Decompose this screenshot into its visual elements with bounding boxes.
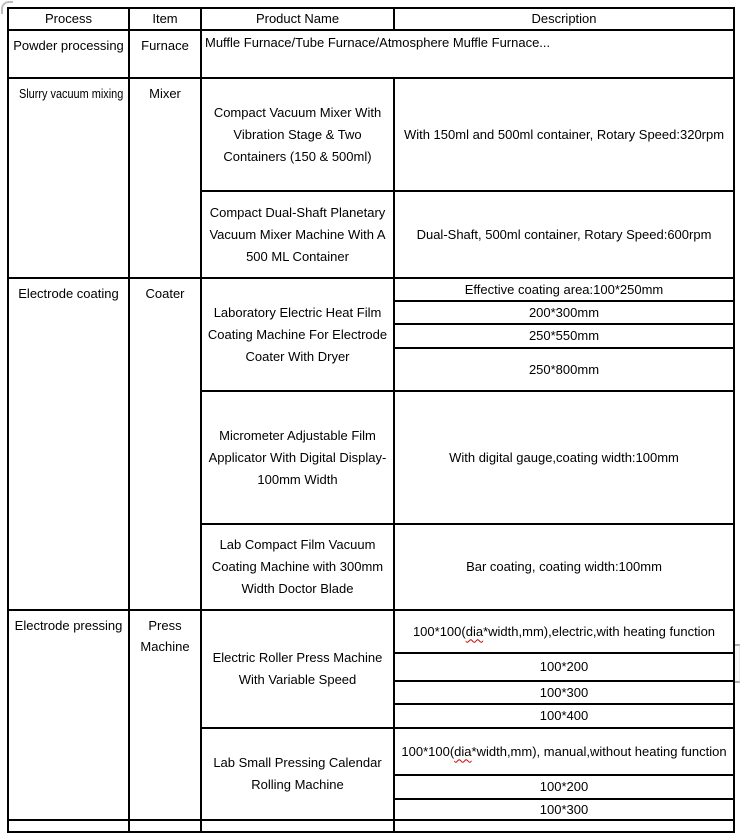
header-product-name: Product Name [201, 8, 394, 30]
table-cell-empty [129, 820, 201, 832]
desc-text-pre: 100*100( [412, 623, 466, 639]
header-process: Process [8, 8, 129, 30]
cell-product-film-applicator: Micrometer Adjustable Film Applicator With Digital Display-100mm Width [201, 391, 394, 524]
cell-desc-calendar-rolling-3: 100*300 [394, 799, 734, 820]
cell-process-pressing: Electrode pressing [8, 610, 129, 820]
cell-desc-vacuum-coating-machine: Bar coating, coating width:100mm [394, 524, 734, 610]
cell-item-coater: Coater [129, 278, 201, 610]
cell-desc-roller-press-1 [394, 610, 734, 653]
desc-text-misspelled: dia [454, 743, 472, 759]
cell-product-electric-roller-press: Electric Roller Press Machine With Variable Speed [201, 610, 394, 728]
cell-desc-compact-vacuum-mixer: With 150ml and 500ml container, Rotary Speed:320rpm [394, 78, 734, 191]
cell-product-dual-shaft-mixer: Compact Dual-Shaft Planetary Vacuum Mixer Machine With A 500 ML Container [201, 191, 394, 278]
table-row-mixer-1 [8, 78, 734, 191]
cell-desc-roller-press-3: 100*300 [394, 681, 734, 704]
desc-text-misspelled: dia [465, 623, 484, 639]
table-row-partial [8, 820, 734, 832]
cell-desc-roller-press-2: 100*200 [394, 653, 734, 681]
header-item: Item [129, 8, 201, 30]
header-description: Description [394, 8, 734, 30]
cell-desc-roller-press-4: 100*400 [394, 704, 734, 728]
table-cell-empty [8, 820, 129, 832]
cell-item-furnace: Furnace [129, 30, 201, 78]
table-row-powder [8, 30, 734, 78]
cell-desc-coating-area-1: Effective coating area:100*250mm [394, 278, 734, 301]
cell-item-mixer: Mixer [129, 78, 201, 278]
cell-desc-dual-shaft-mixer: Dual-Shaft, 500ml container, Rotary Speed:600rpm [394, 191, 734, 278]
table-row-coater-1 [8, 278, 734, 301]
cell-item-press-machine: Press Machine [129, 610, 201, 820]
cell-product-calendar-rolling-machine: Lab Small Pressing Calendar Rolling Machine [201, 728, 394, 820]
table-cell-empty [394, 820, 734, 832]
cell-desc-coating-area-4: 250*800mm [394, 348, 734, 391]
cell-product-vacuum-coating-machine: Lab Compact Film Vacuum Coating Machine with 300mm Width Doctor Blade [201, 524, 394, 610]
desc-text-post: *width,mm),electric,with heating function [483, 623, 716, 639]
cell-process-powder: Powder processing [8, 30, 129, 78]
cell-process-slurry [8, 78, 129, 278]
cell-desc-film-applicator: With digital gauge,coating width:100mm [394, 391, 734, 524]
process-slurry-label: Slurry vacuum mixing [18, 86, 124, 101]
cell-desc-calendar-rolling-2: 100*200 [394, 775, 734, 799]
cell-desc-calendar-rolling-1 [394, 728, 734, 775]
header-row [8, 8, 734, 30]
cell-desc-coating-area-3: 250*550mm [394, 324, 734, 348]
table-row-press-1 [8, 610, 734, 653]
cell-process-coating: Electrode coating [8, 278, 129, 610]
desc-text-pre: 100*100( [401, 743, 455, 759]
cell-product-compact-vacuum-mixer: Compact Vacuum Mixer With Vibration Stage & Two Containers (150 & 500ml) [201, 78, 394, 191]
table-cell-empty [201, 820, 394, 832]
cell-product-heat-film-coater: Laboratory Electric Heat Film Coating Machine For Electrode Coater With Dryer [201, 278, 394, 391]
cell-furnace-products: Muffle Furnace/Tube Furnace/Atmosphere Muffle Furnace... [201, 30, 734, 78]
desc-text-post: *width,mm), manual,without heating function [471, 743, 727, 759]
equipment-table [7, 7, 735, 833]
cell-desc-coating-area-2: 200*300mm [394, 301, 734, 324]
